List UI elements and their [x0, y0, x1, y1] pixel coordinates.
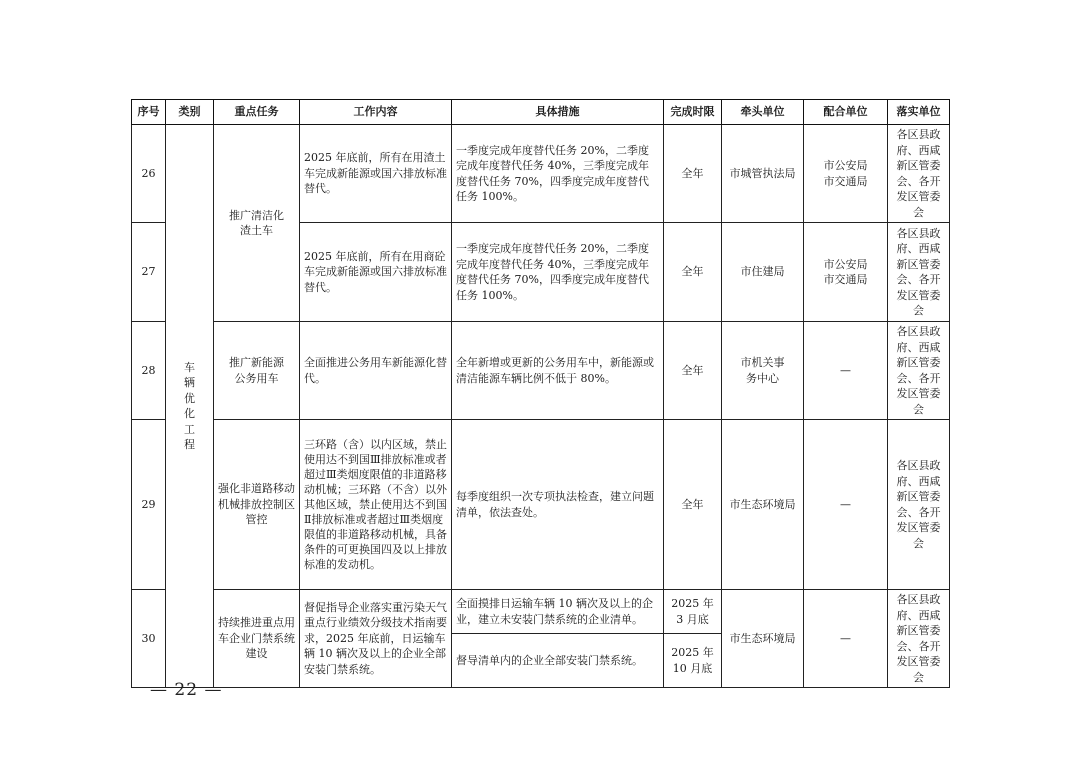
- impl-cell: 各区县政府、西咸新区管委会、各开发区管委会: [888, 420, 950, 590]
- row-number: 28: [132, 322, 166, 420]
- measure-cell: 全年新增或更新的公务用车中，新能源或清洁能源车辆比例不低于 80%。: [452, 322, 664, 420]
- deadline-cell: 全年: [664, 223, 722, 322]
- coop-cell: 市公安局 市交通局: [804, 223, 888, 322]
- header-coop: 配合单位: [804, 100, 888, 125]
- content-cell: 2025 年底前，所有在用商砼车完成新能源或国六排放标准替代。: [300, 223, 452, 322]
- table-row: [132, 590, 950, 634]
- header-no: 序号: [132, 100, 166, 125]
- impl-cell: 各区县政府、西咸新区管委会、各开发区管委会: [888, 590, 950, 688]
- header-deadline: 完成时限: [664, 100, 722, 125]
- row-number: 30: [132, 590, 166, 688]
- measure-cell: 督导清单内的企业全部安装门禁系统。: [452, 634, 664, 688]
- coop-cell: —: [804, 590, 888, 688]
- lead-cell: 市生态环境局: [722, 420, 804, 590]
- impl-cell: 各区县政府、西咸新区管委会、各开发区管委会: [888, 322, 950, 420]
- row-number: 26: [132, 125, 166, 223]
- task-cell: 强化非道路移动机械排放控制区管控: [214, 420, 300, 590]
- header-row: [132, 100, 950, 125]
- coop-cell: 市公安局 市交通局: [804, 125, 888, 223]
- header-content: 工作内容: [300, 100, 452, 125]
- header-lead: 牵头单位: [722, 100, 804, 125]
- header-impl: 落实单位: [888, 100, 950, 125]
- table-row: [132, 420, 950, 590]
- task-cell: 推广新能源公务用车: [214, 322, 300, 420]
- category-cell: 车辆优化工程: [166, 125, 214, 688]
- coop-cell: —: [804, 420, 888, 590]
- deadline-cell: 2025 年 3 月底: [664, 590, 722, 634]
- coop-cell: —: [804, 322, 888, 420]
- content-cell: 2025 年底前，所有在用渣土车完成新能源或国六排放标准替代。: [300, 125, 452, 223]
- impl-cell: 各区县政府、西咸新区管委会、各开发区管委会: [888, 223, 950, 322]
- lead-cell: 市城管执法局: [722, 125, 804, 223]
- table-row: [132, 125, 950, 223]
- content-cell: 三环路（含）以内区域，禁止使用达不到国Ⅲ排放标准或者超过Ⅲ类烟度限值的非道路移动机械；三环路（不含）以外其他区域，禁止使用达不到国Ⅱ排放标准或者超过Ⅲ类烟度限值的非道路移动机械，具备条件的可更换国四及以上排放标准的发动机。: [300, 420, 452, 590]
- deadline-cell: 全年: [664, 420, 722, 590]
- measure-cell: 一季度完成年度替代任务 20%，二季度完成年度替代任务 40%，三季度完成年度替代任务 70%，四季度完成年度替代任务 100%。: [452, 223, 664, 322]
- deadline-cell: 2025 年 10 月底: [664, 634, 722, 688]
- row-number: 29: [132, 420, 166, 590]
- lead-cell: 市生态环境局: [722, 590, 804, 688]
- task-cell: 推广清洁化渣土车: [214, 125, 300, 322]
- header-measure: 具体措施: [452, 100, 664, 125]
- page-number: — 22 —: [150, 680, 223, 700]
- header-category: 类别: [166, 100, 214, 125]
- impl-cell: 各区县政府、西咸新区管委会、各开发区管委会: [888, 125, 950, 223]
- lead-cell: 市住建局: [722, 223, 804, 322]
- content-cell: 全面推进公务用车新能源化替代。: [300, 322, 452, 420]
- lead-cell: 市机关事务中心: [722, 322, 804, 420]
- task-cell: 持续推进重点用车企业门禁系统建设: [214, 590, 300, 688]
- header-task: 重点任务: [214, 100, 300, 125]
- deadline-cell: 全年: [664, 125, 722, 223]
- measure-cell: 全面摸排日运输车辆 10 辆次及以上的企业，建立未安装门禁系统的企业清单。: [452, 590, 664, 634]
- row-number: 27: [132, 223, 166, 322]
- task-table: [131, 99, 950, 688]
- table-row: [132, 322, 950, 420]
- measure-cell: 一季度完成年度替代任务 20%，二季度完成年度替代任务 40%，三季度完成年度替代任务 70%，四季度完成年度替代任务 100%。: [452, 125, 664, 223]
- content-cell: 督促指导企业落实重污染天气重点行业绩效分级技术指南要求，2025 年底前，日运输车辆 10 辆次及以上的企业全部安装门禁系统。: [300, 590, 452, 688]
- deadline-cell: 全年: [664, 322, 722, 420]
- measure-cell: 每季度组织一次专项执法检查，建立问题清单，依法查处。: [452, 420, 664, 590]
